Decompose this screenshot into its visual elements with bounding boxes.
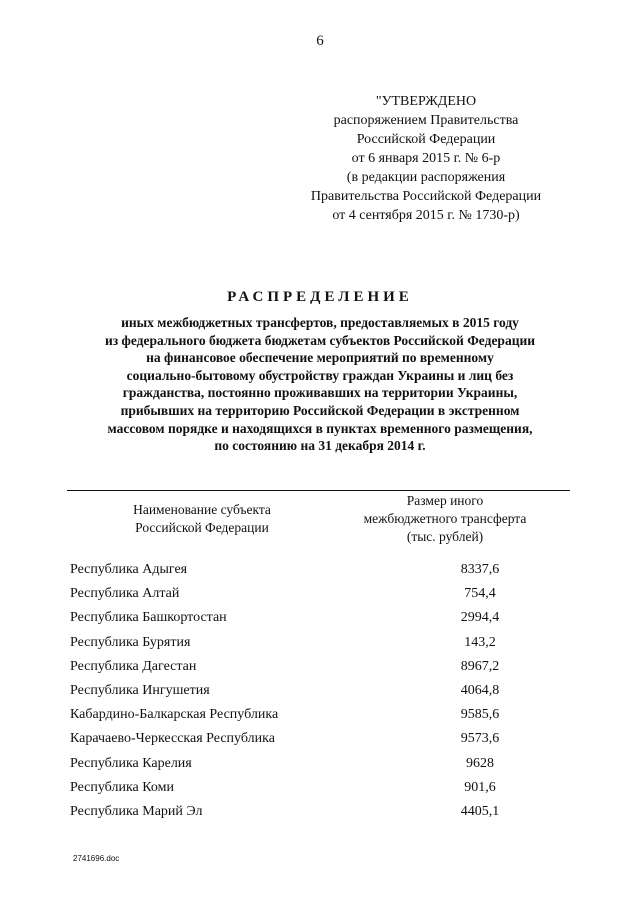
- document-subtitle: [60, 314, 580, 455]
- region-name: Республика Марий Эл: [70, 803, 203, 819]
- transfer-amount: 8337,6: [460, 562, 500, 577]
- approval-line: распоряжением Правительства: [333, 113, 519, 128]
- table-row: [70, 634, 550, 658]
- table-row: [70, 755, 550, 779]
- transfer-amount: 754,4: [464, 586, 496, 602]
- table-row: [70, 706, 550, 730]
- subtitle-line: по состоянию на 31 декабря 2014 г.: [214, 438, 426, 454]
- column-header-line: межбюджетного трансферта: [363, 511, 527, 526]
- region-name: Республика Коми: [70, 779, 174, 795]
- table-row: [70, 803, 550, 827]
- region-name: Республика Ингушетия: [70, 682, 210, 698]
- page-number: 6: [316, 33, 324, 49]
- approval-line: от 6 января 2015 г. № 6-р: [351, 151, 501, 166]
- table-row: [70, 658, 550, 682]
- table-body: [70, 561, 550, 827]
- transfer-amount: 8967,2: [460, 658, 500, 674]
- approval-line: "УТВЕРЖДЕНО: [375, 94, 477, 109]
- region-name: Республика Карелия: [70, 755, 192, 771]
- table-row: [70, 730, 550, 754]
- transfer-amount: 901,6: [464, 779, 496, 795]
- transfer-amount: 2994,4: [460, 610, 500, 626]
- document-file-code: 2741696.doc: [73, 854, 120, 863]
- subtitle-line: иных межбюджетных трансфертов, предоставляемых в 2015 году: [121, 315, 519, 330]
- column-header-line: Наименование субъекта: [133, 502, 271, 517]
- table-row: [70, 779, 550, 803]
- region-name: Республика Дагестан: [70, 658, 197, 674]
- subtitle-line: массовом порядке и находящихся в пунктах временного размещения,: [107, 420, 533, 436]
- column-header-line: Российской Федерации: [135, 520, 269, 535]
- column-header-amount: [340, 492, 550, 546]
- region-name: Республика Алтай: [70, 586, 180, 602]
- document-title: РАСПРЕДЕЛЕНИЕ: [227, 289, 413, 305]
- approval-line: Российской Федерации: [356, 132, 496, 147]
- subtitle-line: из федерального бюджета бюджетам субъектов Российской Федерации: [104, 332, 536, 348]
- subtitle-line: социально-бытовому обустройству граждан Украины и лиц без: [126, 367, 514, 383]
- table-top-rule: [67, 490, 570, 491]
- table-row: [70, 585, 550, 609]
- region-name: Карачаево-Черкесская Республика: [70, 731, 275, 747]
- transfer-amount: 143,2: [464, 634, 496, 650]
- transfer-amount: 9585,6: [460, 707, 500, 723]
- transfer-amount: 4064,8: [460, 682, 500, 698]
- table-row: [70, 561, 550, 585]
- subtitle-line: на финансовое обеспечение мероприятий по временному: [146, 350, 494, 366]
- transfer-amount: 4405,1: [460, 803, 500, 819]
- transfer-amount: 9573,6: [460, 731, 500, 747]
- table-row: [70, 682, 550, 706]
- subtitle-line: прибывших на территорию Российской Федерации в экстренном: [120, 402, 520, 418]
- column-header-region: [92, 501, 312, 537]
- region-name: Республика Бурятия: [70, 634, 191, 650]
- approval-line: (в редакции распоряжения: [346, 170, 506, 185]
- transfer-amount: 9628: [466, 755, 494, 771]
- approval-line: от 4 сентября 2015 г. № 1730-р): [332, 208, 520, 223]
- approval-line: Правительства Российской Федерации: [310, 189, 542, 204]
- table-row: [70, 609, 550, 633]
- subtitle-line: гражданства, постоянно проживавших на территории Украины,: [122, 385, 518, 401]
- region-name: Республика Башкортостан: [70, 610, 227, 626]
- region-name: Кабардино-Балкарская Республика: [70, 707, 279, 723]
- column-header-line: (тыс. рублей): [406, 529, 484, 544]
- approval-block: [296, 92, 556, 225]
- column-header-line: Размер иного: [406, 493, 484, 508]
- region-name: Республика Адыгея: [70, 562, 188, 577]
